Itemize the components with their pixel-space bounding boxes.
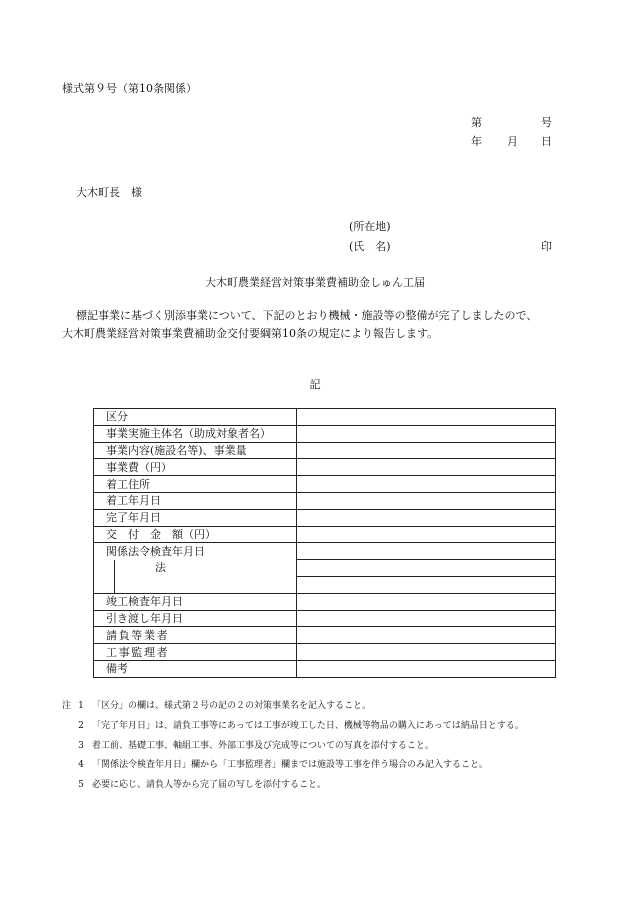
table-row <box>94 560 556 577</box>
table-row <box>94 543 556 560</box>
row-value-completion-date <box>297 509 556 526</box>
table-row <box>94 644 556 661</box>
table-row <box>94 593 556 610</box>
note-number: 3 <box>78 740 84 751</box>
row-label-contractor: 請負等業者 <box>94 627 297 644</box>
address-label: (所在地) <box>349 220 391 233</box>
row-value-supervisor <box>297 644 556 661</box>
row-value-site <box>297 476 556 493</box>
row-label-cost: 事業費（円） <box>94 459 297 476</box>
row-value-law <box>297 560 556 577</box>
body-line-2: 大木町農業経営対策事業費補助金交付要綱第10条の規定により報告します。 <box>62 327 439 340</box>
note-number: 2 <box>78 720 84 731</box>
row-value-law-inspection <box>297 543 556 560</box>
note-item <box>62 776 524 796</box>
row-label-law-blank-cell <box>94 576 297 593</box>
seal-mark: 印 <box>541 240 552 253</box>
note-text: 着工前、基礎工事、軸組工事、外部工事及び完成等についての写真を添付すること。 <box>92 740 434 751</box>
row-label-content: 事業内容(施設名等)、事業量 <box>94 442 297 459</box>
table-row <box>94 660 556 677</box>
form-label: 様式第９号（第10条関係） <box>62 82 197 95</box>
note-item <box>62 737 524 757</box>
table-row <box>94 492 556 509</box>
row-label-start-date: 着工年月日 <box>94 492 297 509</box>
row-label-law-cell <box>94 560 297 577</box>
row-label-law-inspection: 関係法令検査年月日 <box>94 543 297 560</box>
note-item <box>62 717 524 737</box>
row-label-site: 着工住所 <box>94 476 297 493</box>
row-value-final-inspection <box>297 593 556 610</box>
table-row <box>94 442 556 459</box>
row-value-category <box>297 409 556 426</box>
date-month: 月 <box>507 135 518 148</box>
row-label-law-blank <box>114 576 296 592</box>
row-value-contractor <box>297 627 556 644</box>
date-day: 日 <box>541 135 552 148</box>
row-value-implementer <box>297 425 556 442</box>
note-text: 「区分」の欄は、様式第２号の記の２の対策事業名を記入すること。 <box>92 701 372 711</box>
table-row <box>94 409 556 426</box>
document-number-suffix: 号 <box>541 116 552 129</box>
row-value-start-date <box>297 492 556 509</box>
table-row <box>94 526 556 543</box>
table-row <box>94 627 556 644</box>
date-year: 年 <box>471 135 482 148</box>
body-line-1: 標記事業に基づく別添事業について、下記のとおり機械・施設等の整備が完了しましたので、 <box>76 309 538 322</box>
report-table <box>93 408 556 678</box>
note-item <box>62 697 524 717</box>
table-row <box>94 459 556 476</box>
row-label-final-inspection: 竣工検査年月日 <box>94 593 297 610</box>
table-row <box>94 509 556 526</box>
row-label-remarks: 備考 <box>94 660 297 677</box>
note-item <box>62 756 524 776</box>
document-number-prefix: 第 <box>471 116 482 129</box>
document-title: 大木町農業経営対策事業費補助金しゅん工届 <box>205 276 425 289</box>
row-value-content <box>297 442 556 459</box>
note-number: 4 <box>78 760 84 771</box>
row-label-grant-amount: 交 付 金 額（円） <box>94 526 297 543</box>
note-number: 5 <box>78 780 84 791</box>
table-row <box>94 476 556 493</box>
row-label-category: 区分 <box>94 409 297 426</box>
name-label: (氏 名) <box>349 240 391 253</box>
row-value-grant-amount <box>297 526 556 543</box>
table-row <box>94 576 556 593</box>
row-value-law-blank <box>297 576 556 593</box>
row-label-law: 法 <box>114 560 296 577</box>
addressee: 大木町長 様 <box>76 186 142 199</box>
row-label-supervisor: 工事監理者 <box>94 644 297 661</box>
notes <box>62 697 524 796</box>
note-text: 必要に応じ、請負人等から完了届の写しを添付すること。 <box>92 780 327 791</box>
row-value-handover-date <box>297 610 556 627</box>
row-label-implementer: 事業実施主体名（助成対象者名） <box>94 425 297 442</box>
note-number: 1 <box>78 701 84 711</box>
row-value-remarks <box>297 660 556 677</box>
table-row <box>94 425 556 442</box>
notes-prefix: 注 <box>62 701 72 711</box>
row-value-cost <box>297 459 556 476</box>
note-text: 「関係法令検査年月日」欄から「工事監理者」欄までは施設等工事を伴う場合のみ記入すること。 <box>92 760 489 771</box>
table-row <box>94 610 556 627</box>
row-label-handover-date: 引き渡し年月日 <box>94 610 297 627</box>
row-label-completion-date: 完了年月日 <box>94 509 297 526</box>
note-text: 「完了年月日」は、請負工事等にあっては工事が竣工した日、機械等物品の購入にあっては納品日とする。 <box>92 720 524 731</box>
ki-heading: 記 <box>309 378 321 391</box>
